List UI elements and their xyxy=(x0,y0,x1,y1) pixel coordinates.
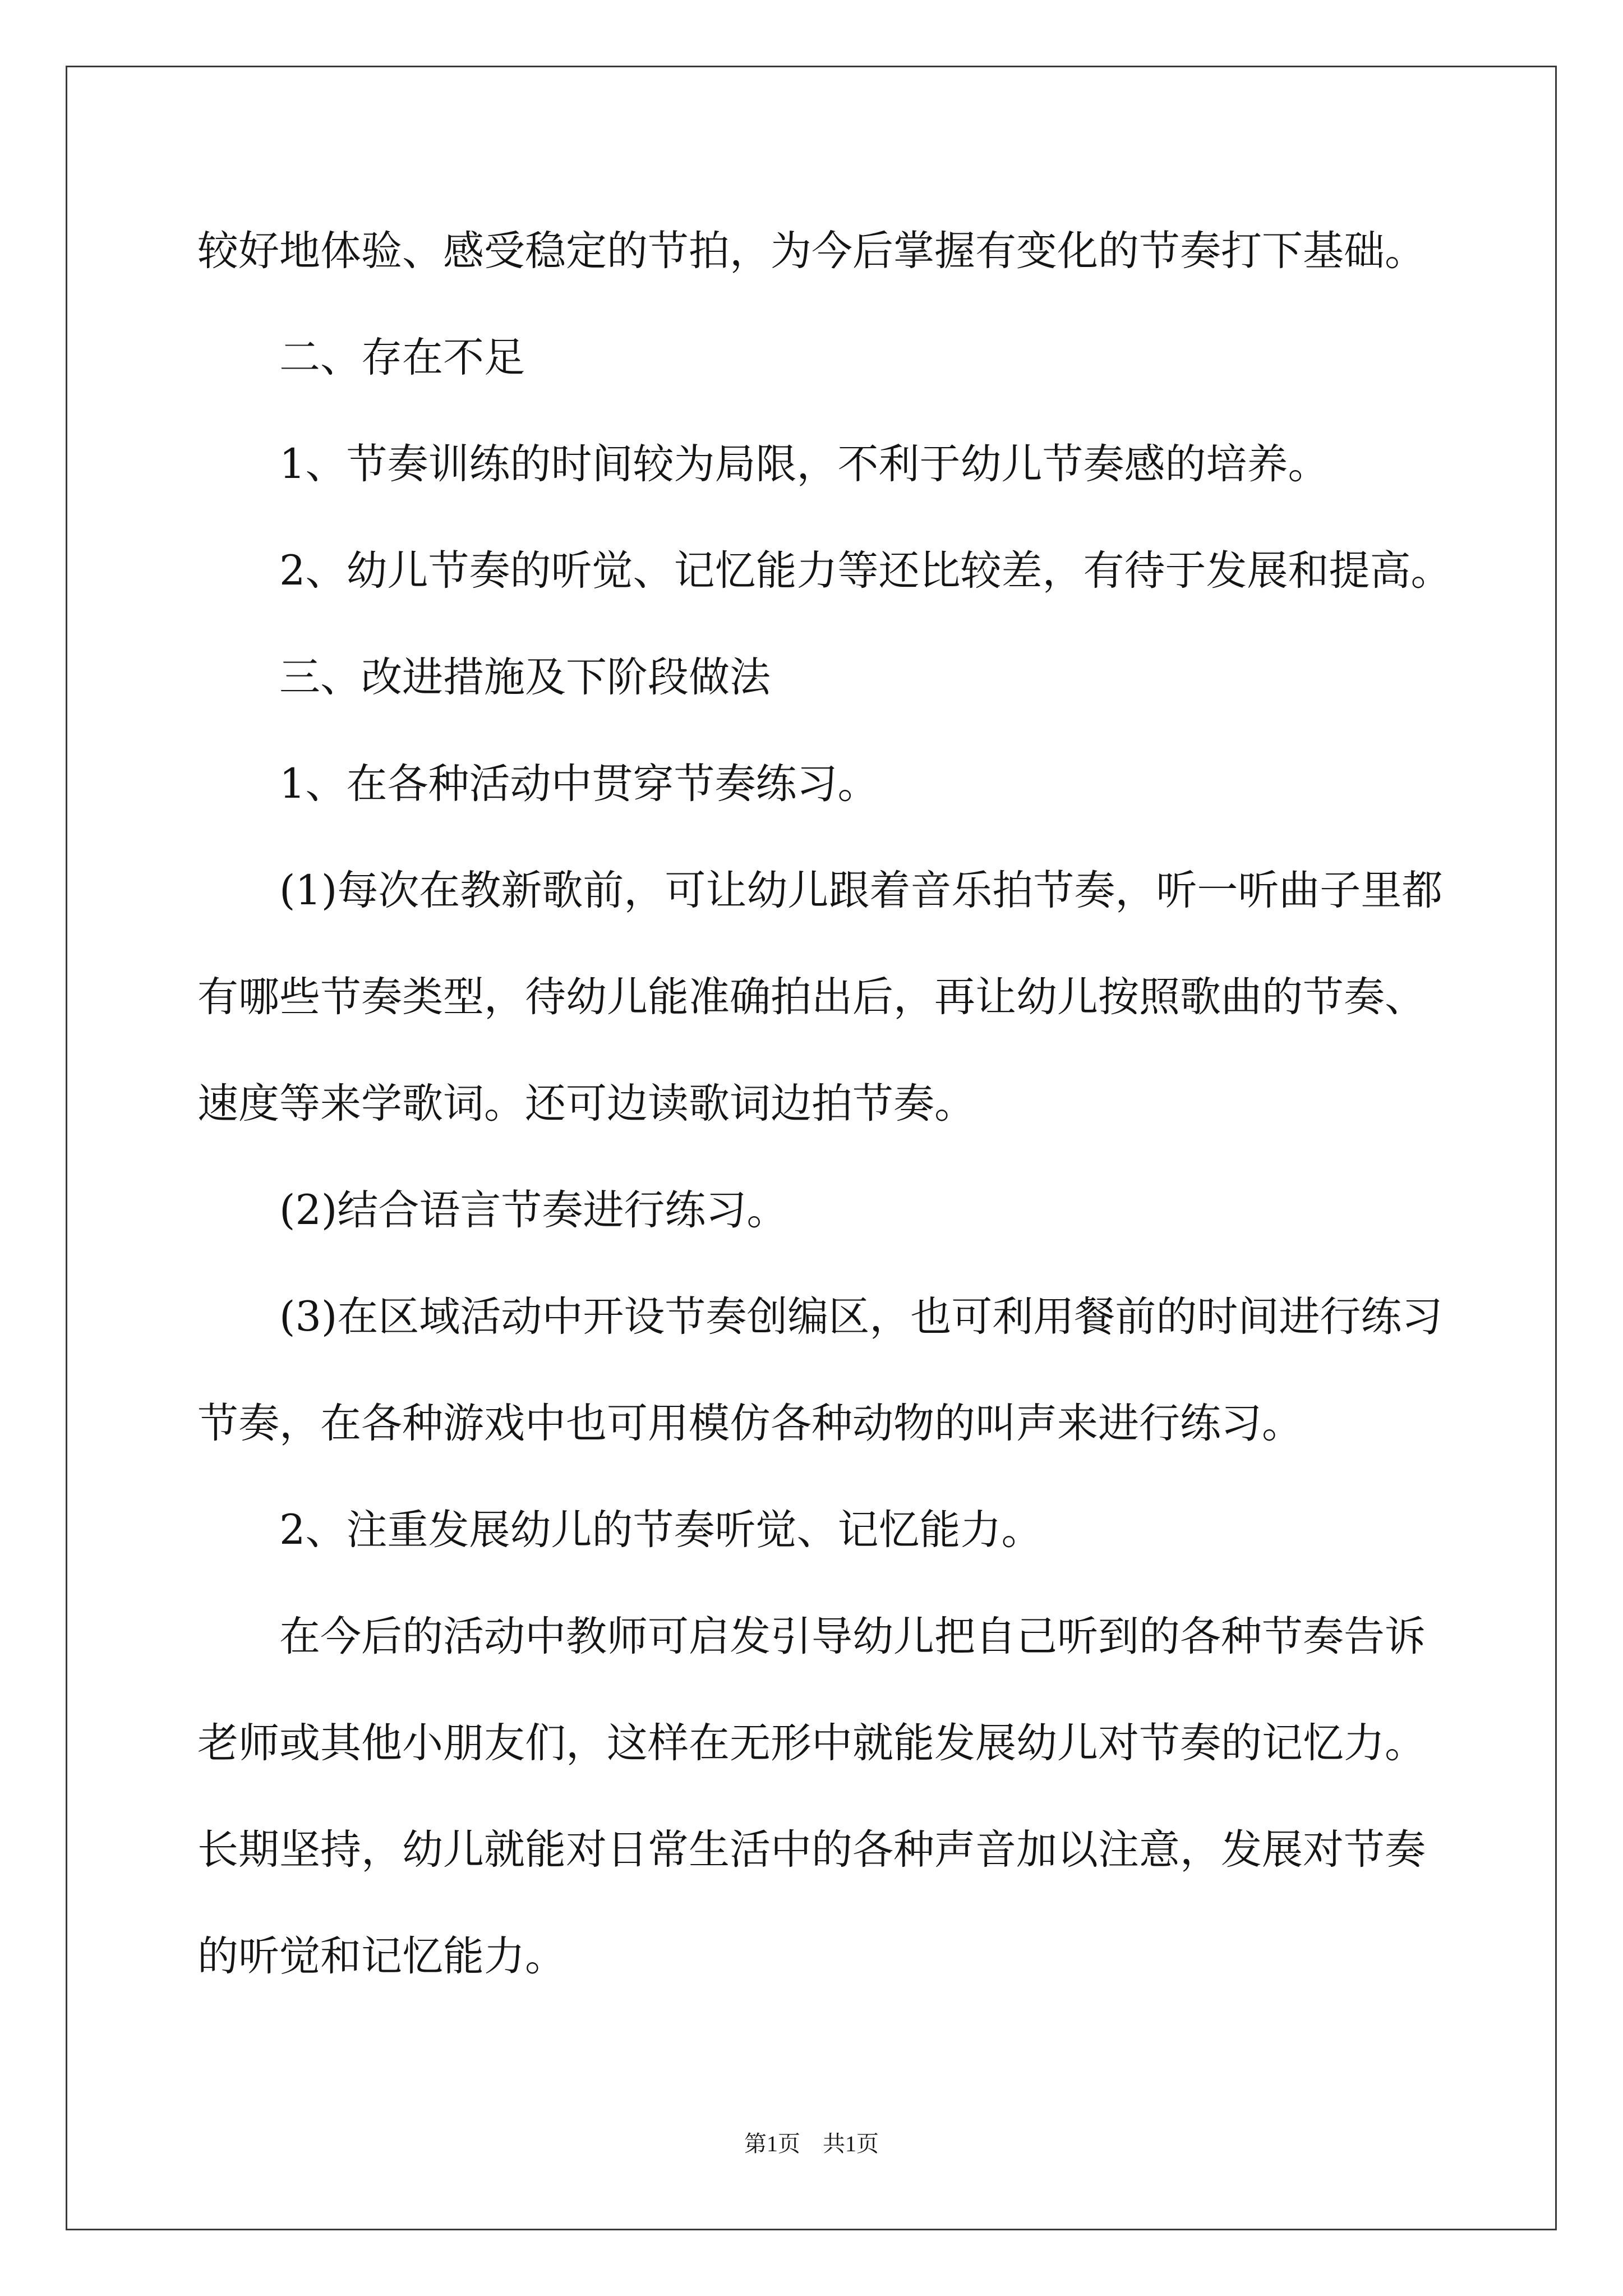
list-item: 1、在各种活动中贯穿节奏练习。 xyxy=(279,760,879,808)
section-heading: 三、改进措施及下阶段做法 xyxy=(279,654,771,701)
list-item: 1、节奏训练的时间较为局限，不利于幼儿节奏感的培养。 xyxy=(279,440,1329,488)
sub-item-line: (2)结合语言节奏进行练习。 xyxy=(279,1186,788,1234)
sub-item-line: 速度等来学歌词。还可边读歌词边拍节奏。 xyxy=(197,1080,975,1128)
sub-item-line: 有哪些节奏类型，待幼儿能准确拍出后，再让幼儿按照歌曲的节奏、 xyxy=(197,973,1426,1021)
list-item: 2、幼儿节奏的听觉、记忆能力等还比较差，有待于发展和提高。 xyxy=(279,547,1452,595)
text-line: 较好地体验、感受稳定的节拍，为今后掌握有变化的节奏打下基础。 xyxy=(197,227,1426,275)
paragraph-line: 在今后的活动中教师可启发引导幼儿把自己听到的各种节奏告诉 xyxy=(279,1613,1426,1660)
page-footer: 第1页 共1页 xyxy=(744,2131,879,2156)
paragraph-line: 长期坚持，幼儿就能对日常生活中的各种声音加以注意，发展对节奏 xyxy=(197,1826,1426,1874)
paragraph-line: 老师或其他小朋友们，这样在无形中就能发展幼儿对节奏的记忆力。 xyxy=(197,1719,1426,1767)
document-body xyxy=(197,198,1452,2010)
list-item: 2、注重发展幼儿的节奏听觉、记忆能力。 xyxy=(279,1506,1043,1554)
sub-item-line: (1)每次在教新歌前，可让幼儿跟着音乐拍节奏，听一听曲子里都 xyxy=(279,867,1443,914)
paragraph-line: 的听觉和记忆能力。 xyxy=(197,1932,566,1980)
sub-item-line: 节奏，在各种游戏中也可用模仿各种动物的叫声来进行练习。 xyxy=(197,1400,1303,1447)
section-heading: 二、存在不足 xyxy=(279,334,525,381)
sub-item-line: (3)在区域活动中开设节奏创编区，也可利用餐前的时间进行练习 xyxy=(279,1293,1443,1341)
